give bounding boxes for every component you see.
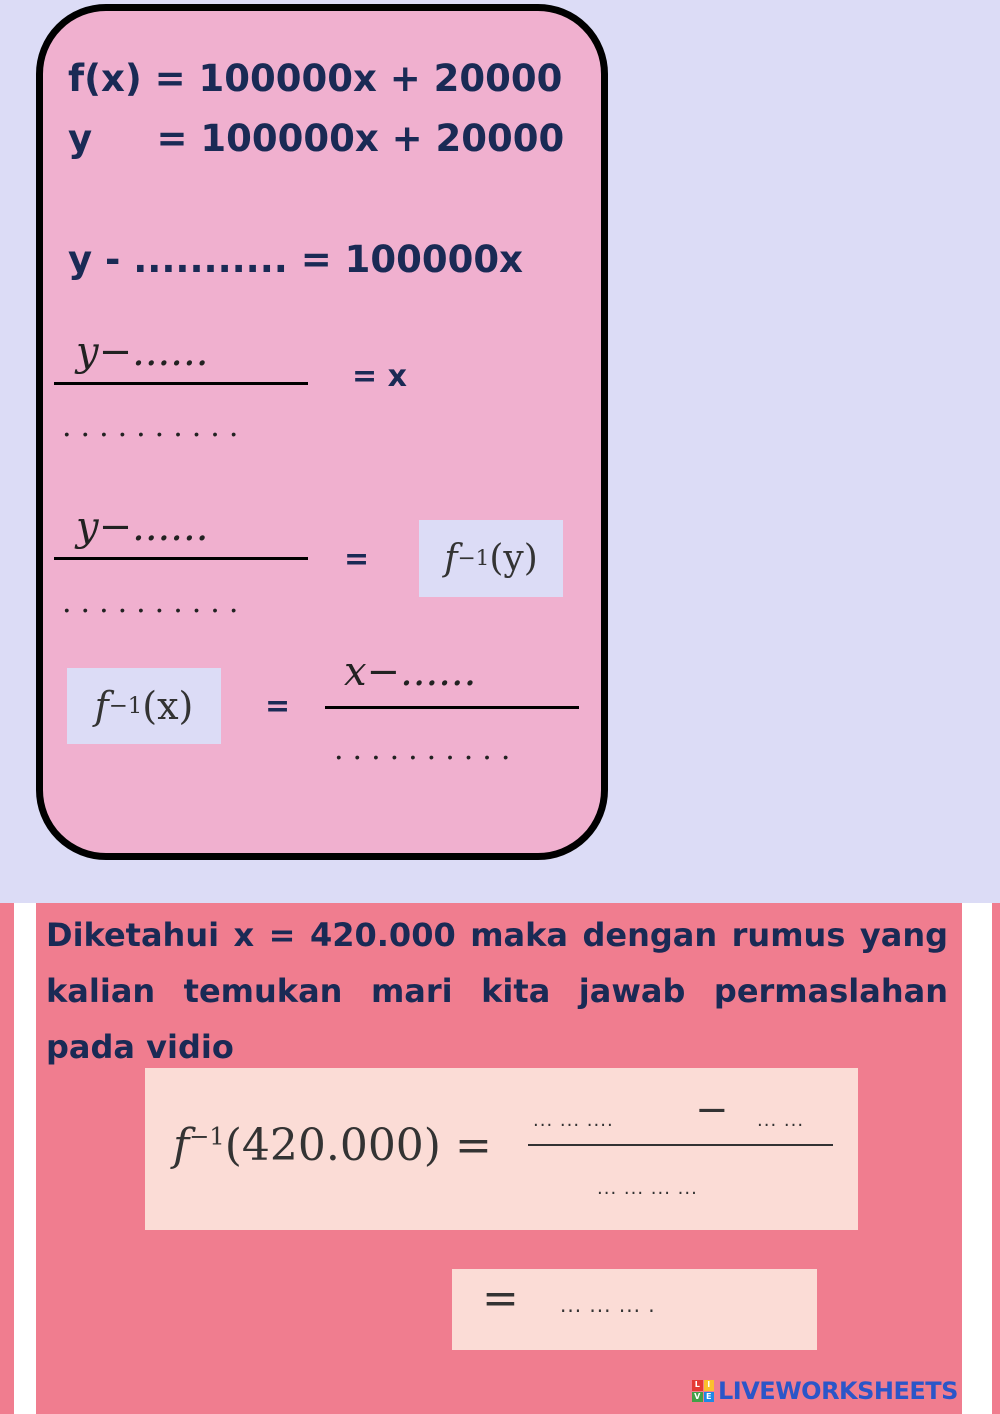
equation-line-subtract: y - ........... = 100000x (68, 238, 523, 281)
question-section (0, 903, 1000, 1414)
fraction-1-bar (54, 382, 308, 385)
logo-letter: V (692, 1392, 703, 1403)
liveworksheets-logo (692, 1376, 958, 1406)
formula-f: f (173, 1120, 190, 1171)
fraction-2-equals: = (344, 542, 370, 577)
equation-line-y: y = 100000x + 20000 (68, 117, 565, 160)
inverse-argument: (x) (142, 684, 194, 728)
fraction-1-numerator: y−...... (76, 329, 209, 375)
numerator-minus: − (695, 1087, 729, 1133)
left-edge-strip (0, 903, 14, 1414)
formula-fraction-bar (528, 1144, 833, 1146)
denominator-blank[interactable]: ... ... ... ... (597, 1178, 698, 1199)
formula-lhs (173, 1120, 492, 1171)
inverse-exponent: −1 (457, 546, 490, 571)
logo-letter: E (704, 1392, 715, 1403)
logo-letter: L (692, 1380, 703, 1391)
inverse-f-of-x-box (67, 668, 221, 744)
fraction-3-numerator: x−...... (344, 649, 477, 695)
inverse-f-of-y-box (419, 520, 563, 597)
fraction-3-equals: = (265, 689, 291, 724)
liveworksheets-mark-icon (692, 1380, 714, 1402)
fraction-3-bar (325, 706, 579, 709)
numerator-blank-2[interactable]: ... ... (757, 1110, 805, 1131)
result-answer-box (452, 1269, 817, 1350)
inverse-f-symbol: f (444, 538, 458, 579)
numerator-blank-1[interactable]: ... ... .... (533, 1110, 614, 1131)
inverse-argument: (y) (489, 538, 538, 579)
formula-answer-box (145, 1068, 858, 1230)
fraction-1-denominator: .......... (62, 409, 248, 444)
logo-letter: I (704, 1380, 715, 1391)
inverse-f-symbol: f (94, 684, 109, 728)
right-edge-strip (992, 903, 1000, 1414)
result-equals: = (482, 1273, 519, 1324)
result-blank[interactable]: ... ... ... . (560, 1293, 656, 1317)
formula-argument: (420.000) = (224, 1120, 492, 1171)
question-text: Diketahui x = 420.000 maka dengan rumus yang kalian temukan mari kita jawab permaslahan pada vidio (46, 916, 948, 1066)
liveworksheets-brand-text: LIVEWORKSHEETS (718, 1377, 958, 1405)
fraction-2-numerator: y−...... (76, 504, 209, 550)
fraction-1-rhs: = x (352, 359, 407, 394)
inverse-exponent: −1 (108, 693, 143, 719)
fraction-2-bar (54, 557, 308, 560)
fraction-2-denominator: .......... (62, 585, 248, 620)
equation-line-fx: f(x) = 100000x + 20000 (68, 57, 563, 100)
formula-exponent: −1 (189, 1122, 225, 1151)
fraction-3-denominator: .......... (334, 732, 520, 767)
